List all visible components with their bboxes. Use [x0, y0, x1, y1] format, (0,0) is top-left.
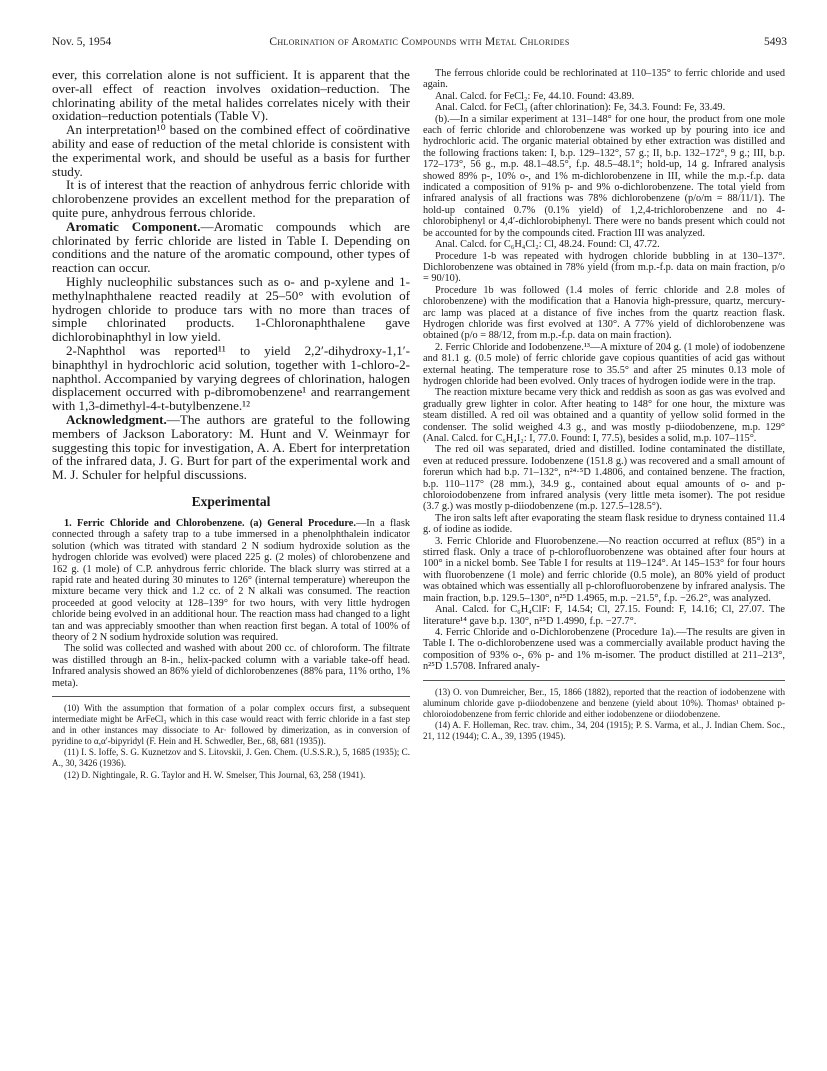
paragraph: 1. Ferric Chloride and Chlorobenzene. (a) General Procedure.—In a flask connected through a safety trap to a tube immersed in a phenolphthalein indicator solution (which was titrated with standard 2 N sodium hydroxide solution as the hydrogen chloride was evolved) were placed 225 g. (2 moles) of chlorobenzene and 162 g. (1 mole) of C.P. anhydrous ferric chloride. The black slurry was stirred at a rapid rate and heated during 30 minutes to 126° (internal temperature) whereupon the mixture became very thick and 1.2 cc. of 2 N alkali was consumed. The reaction proceeded at good velocity at 128–139° for two hours, with very little hydrogen chloride being evolved in an additional hour. The reaction mass had changed to a light tan and was appreciably smoother than when reaction first began. A total of 100% of theory of 2 N sodium hydroxide solution was required. [52, 517, 411, 643]
run-in-heading: Acknowledgment. [66, 411, 167, 427]
footnotes [52, 703, 410, 781]
paragraph: The red oil was separated, dried and distilled. Iodine contaminated the distillate, even at reduced pressure. Iodobenzene (151.8 g.) was recovered and a small amount of forerun which had b.p. 71–132°, n²⁴·⁵D 1.4806, and contained benzene. The fraction, b.p. 110–117° (28 mm.), 34.9 g., contained about equal amounts of o- and p-chloroiodobenzene from infrared analysis (very little meta isomer). The pot residue (3.7 g.) was mostly p-diiodobenzene (m.p. 127.5–128.5°). [423, 444, 785, 513]
analysis-line: Anal. Calcd. for FeCl₂: Fe, 44.10. Found: 43.89. [435, 90, 635, 102]
footnote: (11) I. S. Ioffe, S. G. Kuznetzov and S. Litovskii, J. Gen. Chem. (U.S.S.R.), 5, 1685 (1935); C. A., 30, 3426 (1936). [52, 747, 410, 769]
paragraph: (b).—In a similar experiment at 131–148° for one hour, the product from one mole each of ferric chloride and chlorobenzene was worked up by pouring into ice and hydrochloric acid. The organic material obtained by ether extraction was distilled and the following fractions taken: I, b.p. 129–132°, 57 g.; II, b.p. 132–172°, 9 g.; III, b.p. 172–173°, 56 g., m.p. 48.1–48.5°, f.p. 48.5–48.1°; hold-up, 14 g. Infrared analysis showed 89% p-, 10% o-, and 1% m-dichlorobenzene in III, while the m.p.-f.p. data indicated a composition of 91% p- and 9% o-dichlorobenzene. The total yield from infrared analysis of all fractions was 78% dichlorobenzene (p/o/m = 88/11/1). The hold-up contained 0.7% (0.1% yield) of 1,2,4-trichlorobenzene and no 4-chlorobiphenyl or 4,4′-dichlorobiphenyl. There were no bands present which could not be accounted for by the compounds cited. Fraction III was analyzed. [423, 113, 785, 239]
analysis-line: Anal. Calcd. for C₆H₄Cl₂: Cl, 48.24. Found: Cl, 47.72. [435, 239, 660, 251]
footnote-rule [423, 680, 785, 681]
paragraph: 2-Naphthol was reported¹¹ to yield 2,2′-dihydroxy-1,1′-binaphthyl in hydrochloric acid solution, together with 1-chloro-2-naphthol. Accompanied by varying degrees of chlorination, halogen displacement occurred with p-dibromobenzene¹ and rearrangement with 1,3-dimethyl-4-t-butylbenzene.¹² [52, 342, 410, 414]
paragraph: The iron salts left after evaporating the steam flask residue to dryness contained 11.4 g. of iodine as iodide. [423, 512, 785, 536]
paragraph: It is of interest that the reaction of anhydrous ferric chloride with chlorobenzene provides an excellent method for the preparation of quite pure, anhydrous ferrous chloride. [52, 177, 410, 220]
footnote: (13) O. von Dumreicher, Ber., 15, 1866 (1882), reported that the reaction of iodobenzene with aluminum chloride gave p-diiodobenzene and benzene (yield about 10%). Thomas¹ obtained p-chloroiodobenzene from ferric chloride and either iodobenzene or diiodobenzene. [423, 686, 785, 719]
left-column [52, 68, 410, 781]
paragraph: 3. Ferric Chloride and Fluorobenzene.—No reaction occurred at reflux (85°) in a stirred flask. Only a trace of p-chlorofluorobenzene was obtained after four hours at 100° in a nickel bomb. See Table I for results at 119–124°. At 145–153° for four hours with fluorobenzene (1 mole) and ferric chloride (0.5 mole), an 80% yield of product was obtained which was essentially all p-chlorofluorobenzene by infrared analysis. The main fraction, b.p. 129.5–130°, n²⁵D 1.4965, m.p. −21.5°, f.p. −26.2°, was analyzed. [423, 535, 785, 604]
paragraph: An interpretation¹⁰ based on the combined effect of coördinative ability and ease of reduction of the metal chloride is consistent with the experimental work, and should be useful as a basis for further study. [52, 122, 410, 179]
footnote: (10) With the assumption that formation of a polar complex occurs first, a subsequent intermediate might be ArFeCl₃ which in this case would react with ferric chloride in a fast step and in other instances may dissociate to Ar· followed by dimerization, as in conversion of pyridine to α,α′-bipyridyl (F. Hein and H. Schwedler, Ber., 68, 681 (1935)). [52, 703, 410, 747]
footnotes [423, 687, 785, 742]
footnote-rule [52, 696, 410, 697]
paragraph: Highly nucleophilic substances such as o- and p-xylene and 1-methylnaphthalene reacted readily at 25–50° with evolution of hydrogen chloride to produce tars with no more than traces of simple chlorinated products. 1-Chloronaphthalene gave dichlorobinaphthyl in low yield. [52, 273, 410, 345]
paragraph: Procedure 1-b was repeated with hydrogen chloride bubbling in at 130–137°. Dichlorobenzene was obtained in 78% yield (from m.p.-f.p. data on main fraction, p/o = 90/10). [423, 250, 785, 285]
paragraph: ever, this correlation alone is not sufficient. It is apparent that the over-all effect of reaction involves oxidation–reduction. The chlorinating ability of the metal halides correlates nicely with their oxidation–reduction potentials (Table V). [52, 67, 410, 124]
running-header [52, 36, 787, 52]
section-heading: Experimental [191, 493, 271, 509]
paragraph: Aromatic Component.—Aromatic compounds which are chlorinated by ferric chloride are listed in Table I. Depending on conditions and the nature of the aromatic compound, other types of reaction can occur. [52, 218, 410, 276]
paragraph: Procedure 1b was followed (1.4 moles of ferric chloride and 2.8 moles of chlorobenzene) with the modification that a Hanovia high-pressure, quartz, mercury-arc lamp was placed at a distance of five inches from the quartz reaction flask. Hydrogen chloride was first evolved at 130°. A 77% yield of dichlorobenzene was obtained (p/o = 88/12, from m.p.-f.p. data on main fraction). [423, 284, 785, 342]
analysis-line: Anal. Calcd. for FeCl₃ (after chlorination): Fe, 34.3. Found: Fe, 33.49. [435, 102, 726, 114]
paragraph: The solid was collected and washed with about 200 cc. of chloroform. The filtrate was distilled through an 8-in., helix-packed column with a variable take-off head. Infrared analysis showed an 86% yield of dichlorobenzenes (88% para, 11% ortho, 1% meta). [52, 643, 410, 689]
paragraph: 2. Ferric Chloride and Iodobenzene.¹³—A mixture of 204 g. (1 mole) of iodobenzene and 81.1 g. (0.5 mole) of ferric chloride gave copious quantities of acid gas without external heating. The temperature rose to 35.5° and after 25 minutes 0.13 mole of hydrogen chloride had been evolved. Only traces of hydrogen iodide were in the trap. [423, 341, 785, 387]
run-in-heading: 1. Ferric Chloride and Chlorobenzene. (a) General Procedure. [64, 517, 356, 529]
header-date: Nov. 5, 1954 [52, 36, 112, 48]
footnote: (12) D. Nightingale, R. G. Taylor and H. W. Smelser, This Journal, 63, 258 (1941). [64, 769, 366, 780]
right-column [423, 68, 785, 742]
paragraph: The ferrous chloride could be rechlorinated at 110–135° to ferric chloride and used again. [423, 68, 785, 91]
analysis-line: Anal. Calcd. for C₆H₄ClF: F, 14.54; Cl, 27.15. Found: F, 14.16; Cl, 27.07. The literature¹⁴ gave b.p. 130°, n²⁵D 1.4990, f.p. −27.7°. [423, 604, 785, 627]
paragraph: 4. Ferric Chloride and o-Dichlorobenzene (Procedure 1a).—The results are given in Table I. The o-dichlorobenzene used was a commercially available product having the composition of 93% o-, 6% p- and 1% m-isomer. The product distilled at 211–213°, n²⁵D 1.5708. Infrared analy- [423, 626, 785, 673]
paragraph: Acknowledgment.—The authors are grateful to the following members of Jackson Laboratory: M. Hunt and V. Weinmayr for suggesting this topic for investigation, A. A. Ebert for interpretation of the infrared data, J. G. Burt for part of the experimental work and M. J. Schuler for helpful discussions. [52, 411, 410, 483]
header-page-number: 5493 [764, 36, 787, 48]
footnote: (14) A. F. Holleman, Rec. trav. chim., 34, 204 (1915); P. S. Varma, et al., J. Indian Chem. Soc., 21, 112 (1944); C. A., 39, 1395 (1945). [423, 719, 785, 741]
run-in-heading: Aromatic Component. [66, 218, 201, 234]
paragraph: The reaction mixture became very thick and reddish as soon as gas was evolved and gradually grew lighter in color. After heating to 148° for one hour, the mixture was steam distilled. A red oil was obtained and a quantity of yellow solid formed in the condenser. The solid weighed 4.3 g., and was mostly p-diiodobenzene, m.p. 129° (Anal. Calcd. for C₆H₄I₂: I, 77.0. Found: I, 77.5), besides a solid, m.p. 107–115°. [423, 387, 785, 444]
header-title: Chlorination of Aromatic Compounds with Metal Chlorides [269, 36, 570, 48]
